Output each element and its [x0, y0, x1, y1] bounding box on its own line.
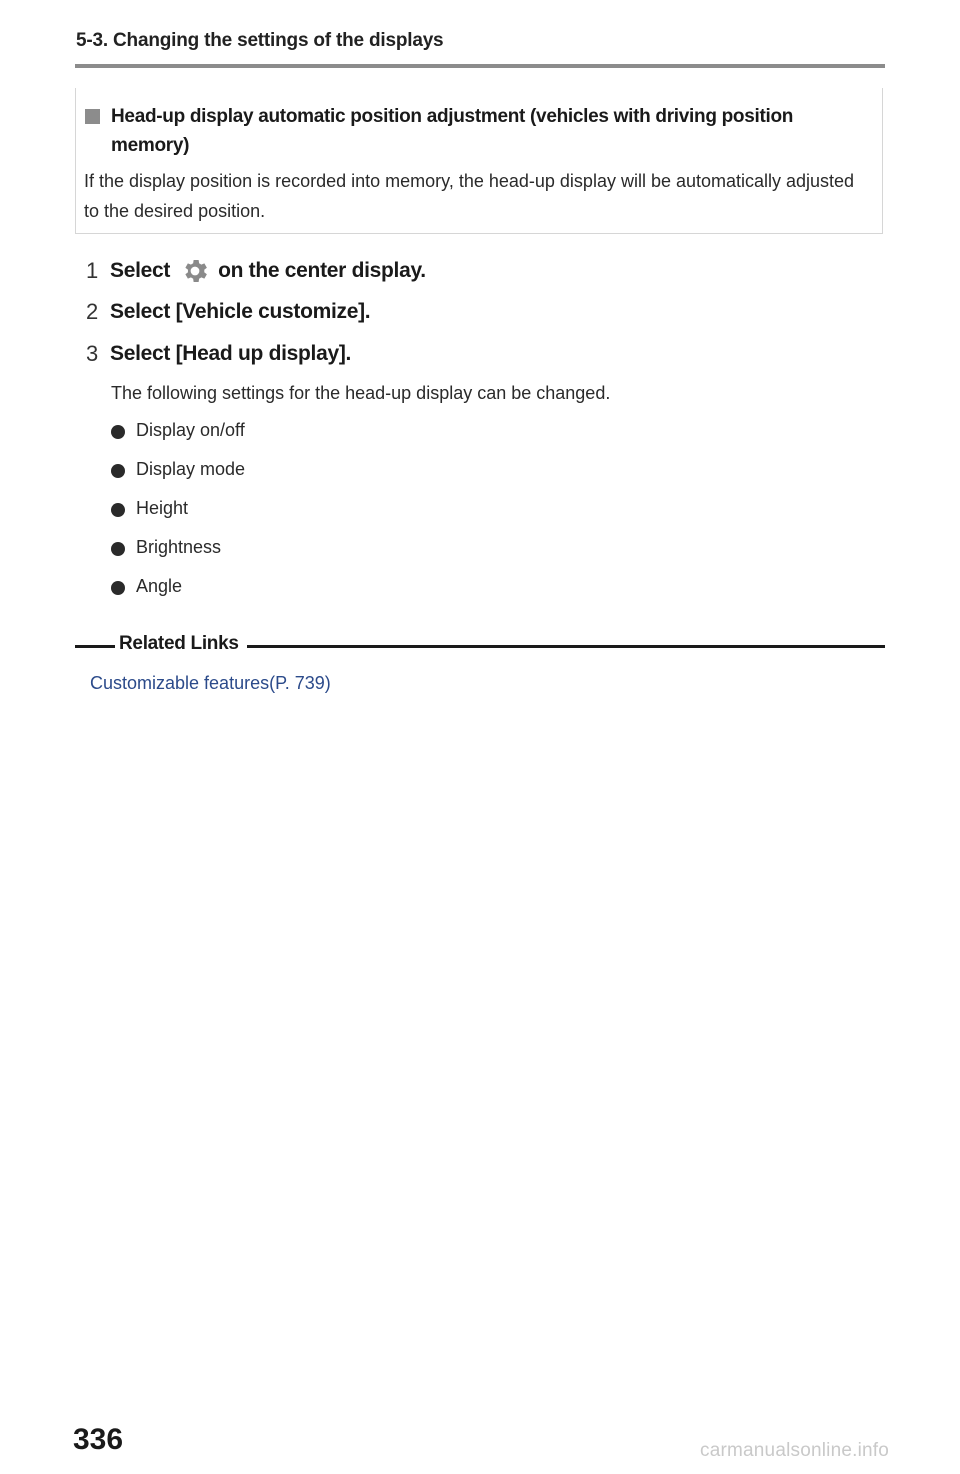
step-2	[86, 299, 370, 325]
info-box	[75, 88, 883, 234]
gear-icon	[180, 256, 210, 286]
step-number: 2	[86, 299, 98, 324]
bullet-icon	[111, 503, 125, 517]
settings-intro: The following settings for the head-up display can be changed.	[111, 383, 611, 403]
step-number: 3	[86, 341, 98, 366]
list-item	[111, 498, 245, 537]
list-item	[111, 537, 245, 576]
bullet-icon	[111, 464, 125, 478]
header-rule	[75, 64, 885, 68]
list-item-label: Display mode	[136, 459, 246, 479]
related-links-label: Related Links	[119, 633, 243, 655]
step-text-after: on the center display.	[218, 259, 426, 282]
info-heading-text: Head-up display automatic position adjustment (vehicles with driving position memory)	[111, 106, 794, 156]
info-heading	[85, 102, 865, 160]
divider	[75, 645, 115, 648]
info-body: If the display position is recorded into memory, the head-up display will be automatically adjusted to the desired position.	[84, 171, 855, 221]
page-number: 336	[73, 1423, 124, 1456]
watermark: carmanualsonline.info	[700, 1440, 890, 1461]
list-item	[111, 420, 245, 459]
step-text: Select [Vehicle customize].	[110, 300, 371, 323]
list-item-label: Angle	[136, 576, 183, 596]
step-3	[86, 341, 351, 367]
step-text-before: Select	[110, 259, 171, 282]
list-item-label: Brightness	[136, 537, 222, 557]
section-title: 5-3. Changing the settings of the displays	[76, 30, 444, 51]
bullet-icon	[111, 425, 125, 439]
list-item	[111, 576, 245, 615]
related-links-header	[75, 633, 885, 659]
list-item	[111, 459, 245, 498]
step-1	[86, 256, 426, 286]
list-item-label: Height	[136, 498, 189, 518]
bullet-icon	[111, 542, 125, 556]
step-number: 1	[86, 258, 98, 283]
bullet-icon	[111, 581, 125, 595]
step-text: Select [Head up display].	[110, 342, 352, 365]
divider	[247, 645, 885, 648]
square-bullet-icon	[85, 109, 100, 124]
settings-list	[111, 420, 245, 615]
list-item-label: Display on/off	[136, 420, 245, 440]
customizable-features-link[interactable]: Customizable features(P. 739)	[90, 673, 331, 693]
